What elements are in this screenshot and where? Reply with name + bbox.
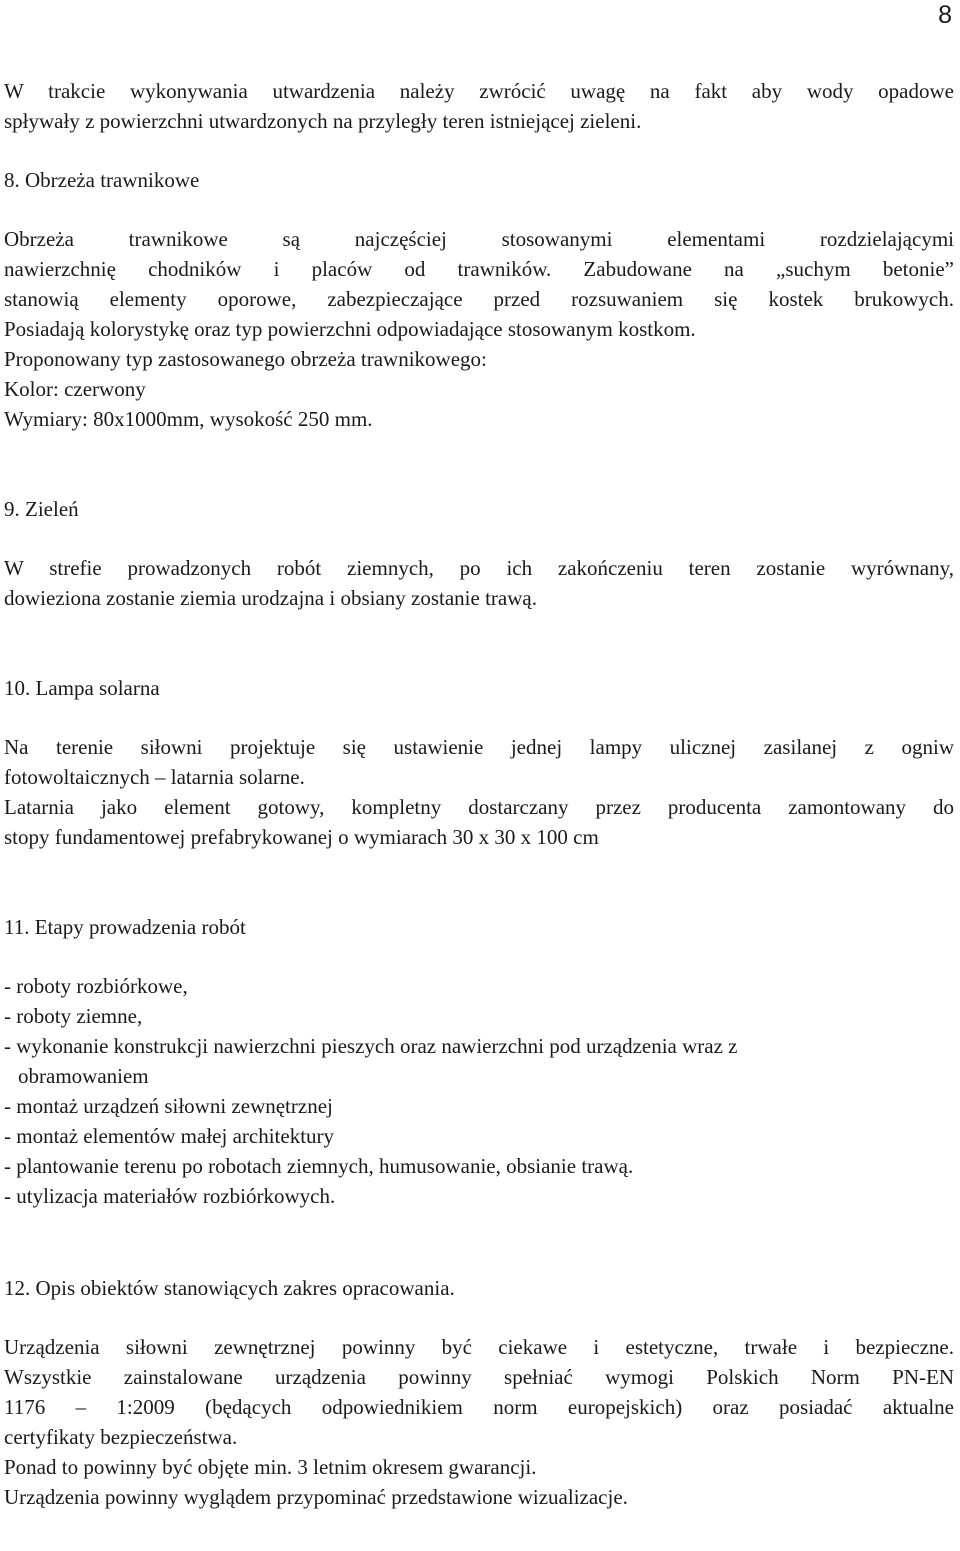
paragraph-line: Na terenie siłowni projektuje się ustawienie jednej lampy ulicznej zasilanej z ogniw xyxy=(4,735,954,759)
section-10-body xyxy=(4,732,954,852)
list-item: - wykonanie konstrukcji nawierzchni pieszych oraz nawierzchni pod urządzenia wraz z xyxy=(4,1034,738,1058)
paragraph-line: stopy fundamentowej prefabrykowanej o wymiarach 30 x 30 x 100 cm xyxy=(4,825,599,849)
intro-paragraph xyxy=(4,76,954,136)
section-heading-10: 10. Lampa solarna xyxy=(4,676,160,700)
paragraph-line: 1176 – 1:2009 (będących odpowiednikiem norm europejskich) oraz posiadać aktualne xyxy=(4,1395,954,1419)
paragraph-line: Wszystkie zainstalowane urządzenia powinny spełniać wymogi Polskich Norm PN-EN xyxy=(4,1365,954,1389)
paragraph-line: Kolor: czerwony xyxy=(4,377,146,401)
paragraph-line: Obrzeża trawnikowe są najczęściej stosowanymi elementami rozdzielającymi xyxy=(4,227,954,251)
section-11-list xyxy=(4,971,954,1211)
section-heading-9: 9. Zieleń xyxy=(4,497,79,521)
paragraph-line: certyfikaty bezpieczeństwa. xyxy=(4,1425,238,1449)
paragraph-line: Urządzenia siłowni zewnętrznej powinny być ciekawe i estetyczne, trwałe i bezpieczne. xyxy=(4,1335,954,1359)
paragraph-line: stanowią elementy oporowe, zabezpieczające przed rozsuwaniem się kostek brukowych. xyxy=(4,287,954,311)
section-heading-12: 12. Opis obiektów stanowiących zakres opracowania. xyxy=(4,1276,455,1300)
paragraph-line: dowieziona zostanie ziemia urodzajna i obsiany zostanie trawą. xyxy=(4,586,537,610)
list-item: - plantowanie terenu po robotach ziemnych, humusowanie, obsianie trawą. xyxy=(4,1154,634,1178)
section-heading-11: 11. Etapy prowadzenia robót xyxy=(4,915,246,939)
paragraph-line: Posiadają kolorystykę oraz typ powierzchni odpowiadające stosowanym kostkom. xyxy=(4,317,696,341)
page-number: 8 xyxy=(938,1,952,29)
list-item: - roboty ziemne, xyxy=(4,1004,143,1028)
list-item: - utylizacja materiałów rozbiórkowych. xyxy=(4,1184,336,1208)
paragraph-line: nawierzchnię chodników i placów od trawników. Zabudowane na „suchym betonie” xyxy=(4,257,954,281)
paragraph-line: Urządzenia powinny wyglądem przypominać przedstawione wizualizacje. xyxy=(4,1485,628,1509)
paragraph-line: Latarnia jako element gotowy, kompletny dostarczany przez producenta zamontowany do xyxy=(4,795,954,819)
paragraph-line: fotowoltaicznych – latarnia solarne. xyxy=(4,765,305,789)
section-9-body xyxy=(4,553,954,613)
paragraph-line: spływały z powierzchni utwardzonych na przyległy teren istniejącej zieleni. xyxy=(4,109,642,133)
list-item: - roboty rozbiórkowe, xyxy=(4,974,188,998)
paragraph-line: Proponowany typ zastosowanego obrzeża trawnikowego: xyxy=(4,347,487,371)
paragraph-line: Wymiary: 80x1000mm, wysokość 250 mm. xyxy=(4,407,373,431)
section-8-body xyxy=(4,224,954,434)
paragraph-line: Ponad to powinny być objęte min. 3 letnim okresem gwarancji. xyxy=(4,1455,537,1479)
list-item: - montaż elementów małej architektury xyxy=(4,1124,335,1148)
section-12-body xyxy=(4,1332,954,1512)
list-item-continuation: obramowaniem xyxy=(18,1064,149,1088)
list-item: - montaż urządzeń siłowni zewnętrznej xyxy=(4,1094,333,1118)
section-heading-8: 8. Obrzeża trawnikowe xyxy=(4,168,200,192)
paragraph-line: W trakcie wykonywania utwardzenia należy zwrócić uwagę na fakt aby wody opadowe xyxy=(4,79,954,103)
document-body xyxy=(4,76,954,1512)
paragraph-line: W strefie prowadzonych robót ziemnych, po ich zakończeniu teren zostanie wyrównany, xyxy=(4,556,954,580)
